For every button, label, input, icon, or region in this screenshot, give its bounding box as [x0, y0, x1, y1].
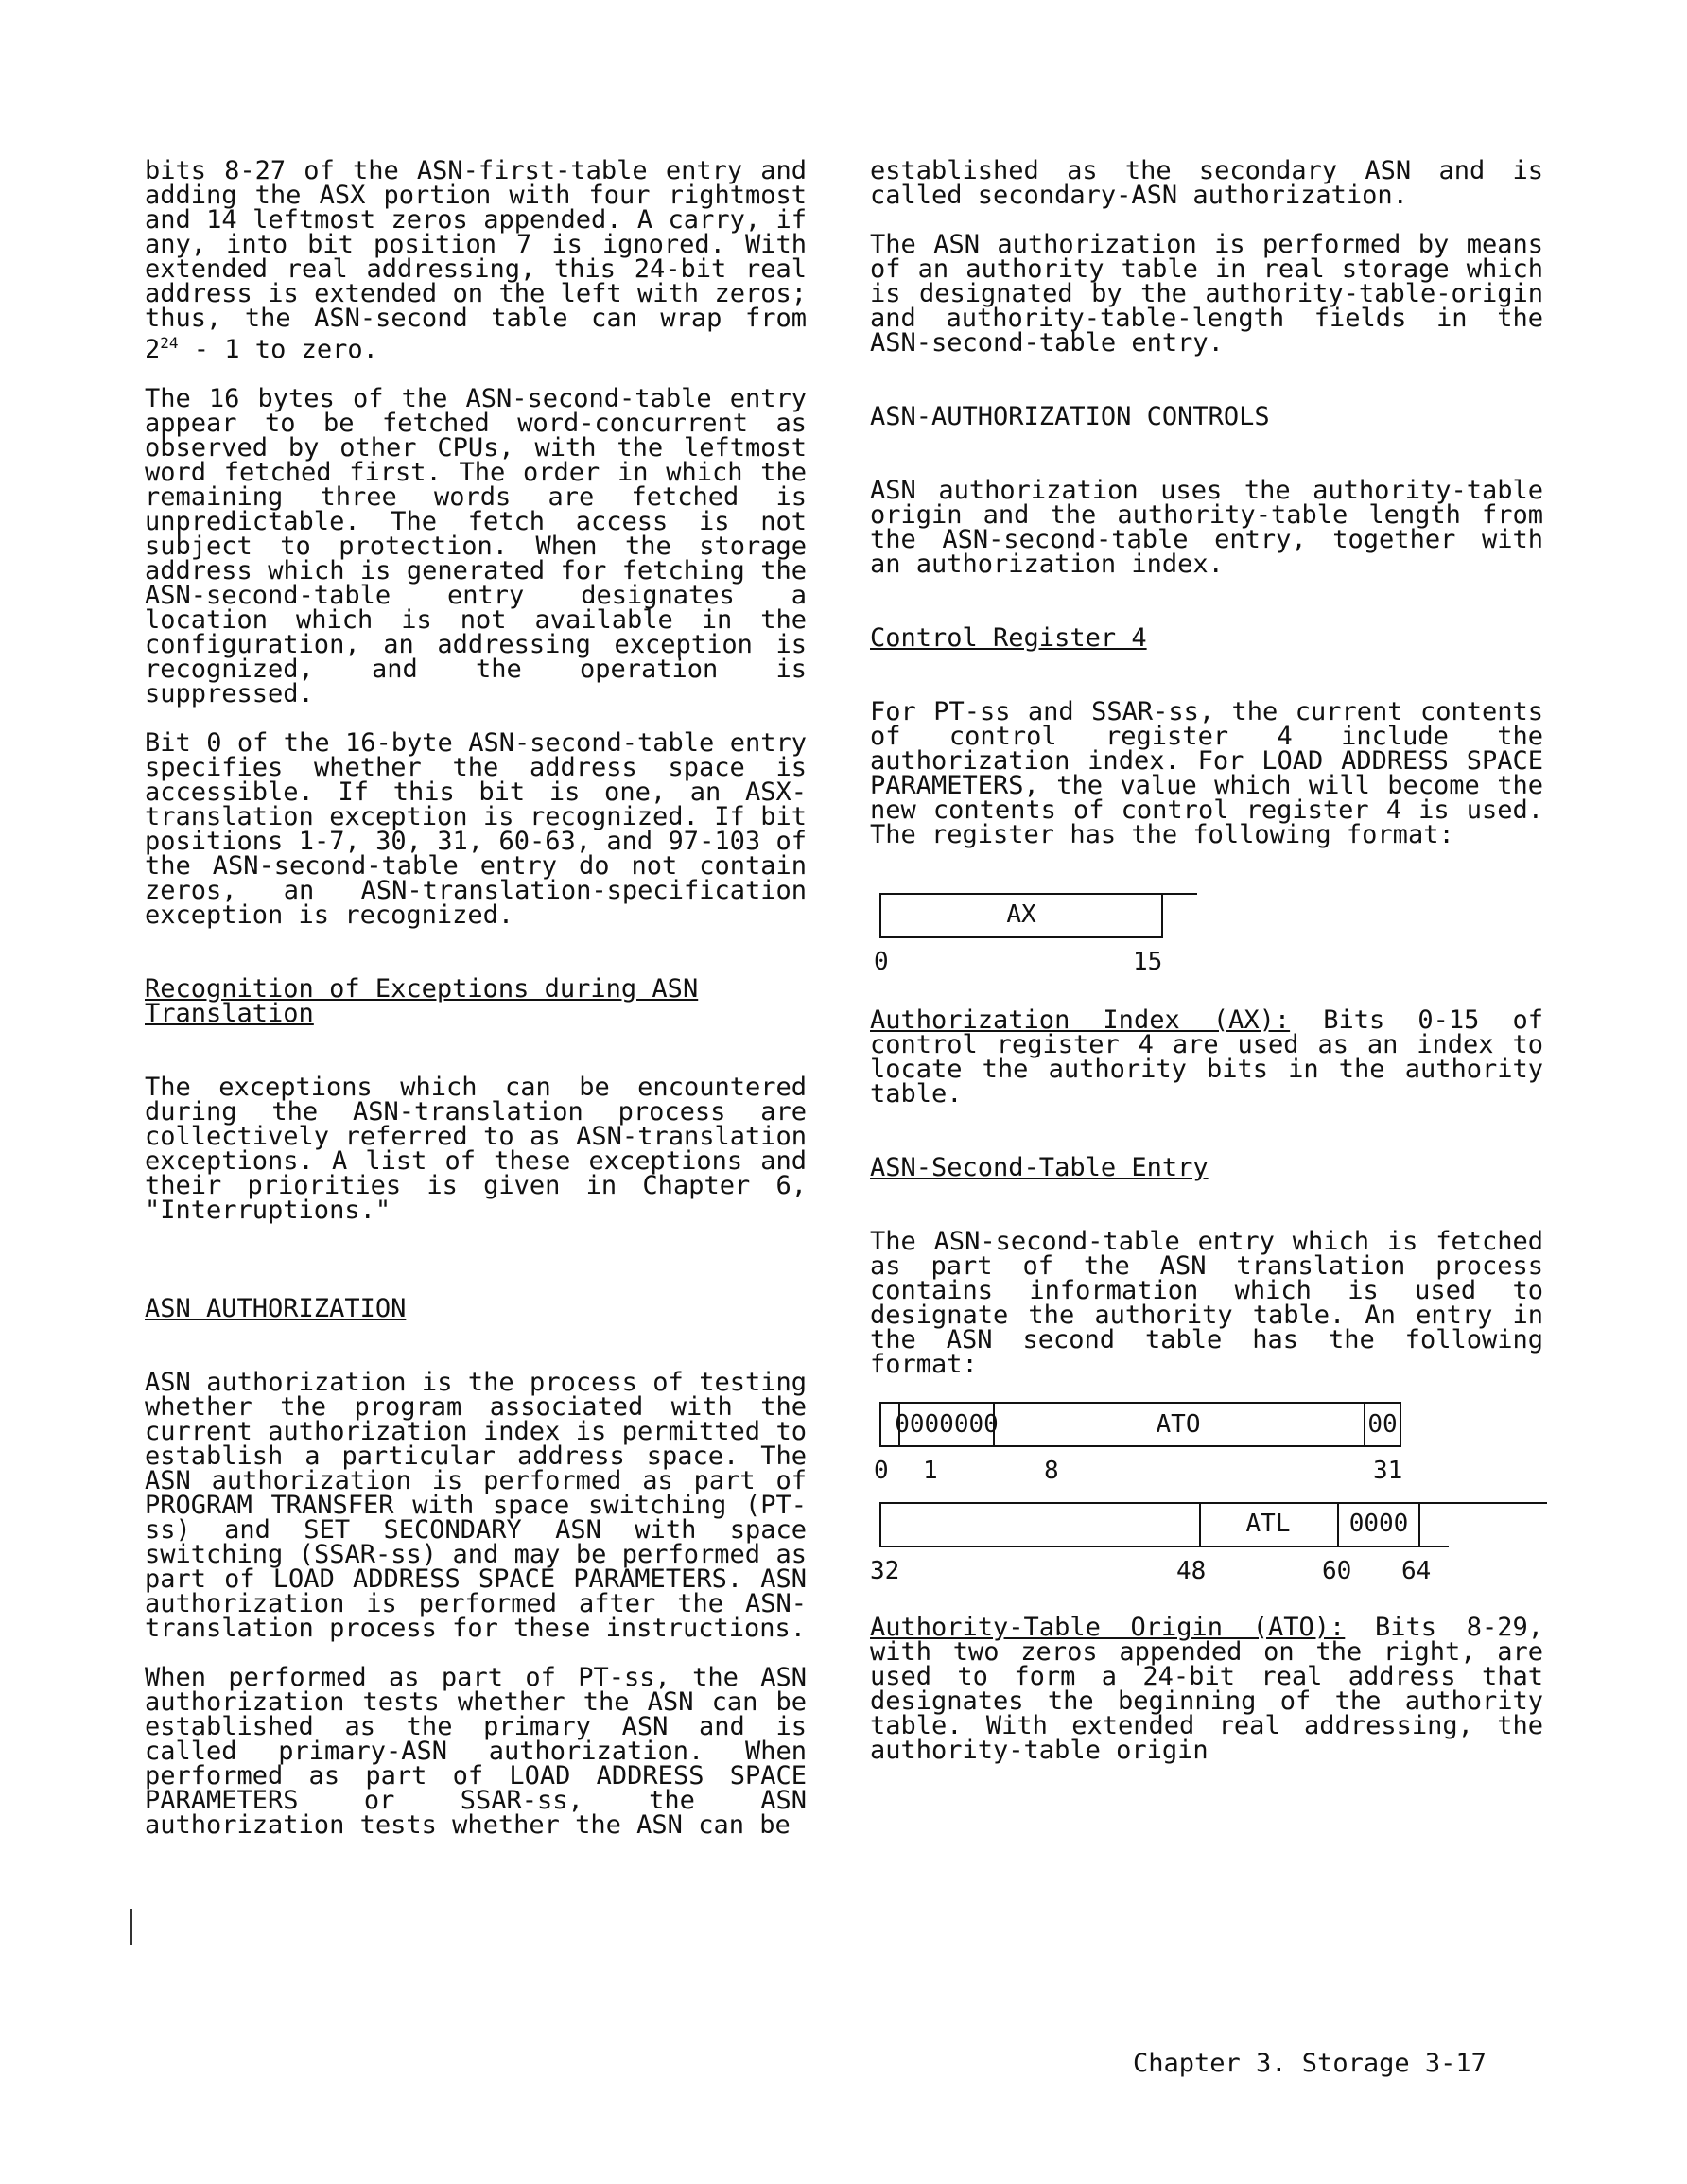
atl-field: ATL	[1199, 1502, 1339, 1547]
paragraph: ASN authorization uses the authority-table origin and the authority-table length from the ASN-second-table entry, together with an authorization index.	[870, 476, 1543, 579]
bit-label: 1	[923, 1457, 938, 1485]
paragraph: The ASN-second-table entry which is fetched as part of the ASN translation process contains information which is used to designate the authority table. An entry in the ASN second table has the following format:	[870, 1227, 1543, 1379]
paragraph: For PT-ss and SSAR-ss, the current contents of control register 4 include the authorization index. For LOAD ADDRESS SPACE PARAMETERS, the value which will become the new contents of control register 4 is used. The register has the following format:	[870, 697, 1543, 849]
bit-label: 64	[1401, 1557, 1432, 1585]
left-column	[145, 156, 807, 1862]
zeros-field: 0000	[1337, 1502, 1420, 1547]
bit-label: 0	[874, 1457, 889, 1485]
paragraph: established as the secondary ASN and is called secondary-ASN authorization.	[870, 156, 1543, 210]
aste-format-diagram-1	[870, 1402, 1543, 1491]
section-heading: ASN AUTHORIZATION	[145, 1294, 407, 1323]
ax-field: AX	[879, 893, 1163, 938]
section-heading: ASN-Second-Table Entry	[870, 1153, 1209, 1182]
revision-bar	[130, 1909, 138, 1945]
bit-label: 32	[870, 1557, 900, 1585]
bit-label: 15	[1133, 948, 1163, 976]
paragraph: The exceptions which can be encountered during the ASN-translation process are collectively referred to as ASN-translation exceptions. A list of these exceptions and their priorities is given in Chapter 6, "Interruptions."	[145, 1073, 807, 1225]
paragraph: When performed as part of PT-ss, the ASN authorization tests whether the ASN can be established as the primary ASN and is called primary-ASN authorization. When performed as part of LOAD ADDRESS SPACE PARAMETERS or SSAR-ss, the ASN authorization tests whether the ASN can be	[145, 1663, 807, 1840]
bit-label: 8	[1044, 1457, 1059, 1485]
bit-label: 31	[1373, 1457, 1403, 1485]
term: Authority-Table Origin (ATO):	[870, 1613, 1346, 1642]
diagram-rule	[1420, 1546, 1449, 1547]
zeros-tail-field: 00	[1364, 1402, 1401, 1447]
paragraph: Bit 0 of the 16-byte ASN-second-table entry specifies whether the address space is accessible. If this bit is one, an ASX-translation exception is recognized. If bit positions 1-7, 30, 31, 60-63, and 97-103 of the ASN-second-table entry do not contain zeros, an ASN-translation-specification exception is recognized.	[145, 728, 807, 930]
paragraph: bits 8-27 of the ASN-first-table entry and adding the ASX portion with four rightmost and 14 leftmost zeros appended. A carry, if any, into bit position 7 is ignored. With extended real addressing, this 24-bit real address is extended on the left with zeros; thus, the ASN-second table can wrap from $2^{24} - 1$ to zero.	[145, 156, 807, 364]
bit-label: 48	[1176, 1557, 1207, 1585]
paragraph: Authorization Index (AX): Bits 0-15 of control register 4 are used as an index to locate the authority bits in the authority table.	[870, 1005, 1543, 1109]
page-footer: Chapter 3. Storage 3-17	[1133, 2049, 1487, 2078]
zeros-field: 0000000	[898, 1402, 995, 1447]
aste-format-diagram-2	[870, 1502, 1543, 1591]
right-column	[870, 156, 1543, 1788]
term: Authorization Index (AX):	[870, 1005, 1291, 1035]
section-heading: Recognition of Exceptions during ASN Translation	[145, 974, 699, 1028]
paragraph: The ASN authorization is performed by means of an authority table in real storage which is designated by the authority-table-origin and authority-table-length fields in the ASN-second-table entry.	[870, 230, 1543, 358]
section-heading: Control Register 4	[870, 623, 1147, 653]
paragraph: The 16 bytes of the ASN-second-table entry appear to be fetched word-concurrent as observed by other CPUs, with the leftmost word fetched first. The order in which the remaining three words are fetched is unpredictable. The fetch access is not subject to protection. When the storage address which is generated for fetching the ASN-second-table entry designates a location which is not available in the configuration, an addressing exception is recognized, and the operation is suppressed.	[145, 384, 807, 708]
bit-label: 60	[1322, 1557, 1352, 1585]
ato-field: ATO	[993, 1402, 1365, 1447]
paragraph: Authority-Table Origin (ATO): Bits 8-29, with two zeros appended on the right, are used to form a 24-bit real address that designates the beginning of the authority table. With extended real addressing, the authority-table origin	[870, 1613, 1543, 1765]
cr4-format-diagram	[870, 872, 1543, 984]
bit-label: 0	[874, 948, 889, 976]
section-heading: ASN-AUTHORIZATION CONTROLS	[870, 402, 1270, 431]
paragraph: ASN authorization is the process of testing whether the program associated with the current authorization index is permitted to establish a particular address space. The ASN authorization is performed as part of PROGRAM TRANSFER with space switching (PT-ss) and SET SECONDARY ASN with space switching (SSAR-ss) and may be performed as part of LOAD ADDRESS SPACE PARAMETERS. ASN authorization is performed after the ASN-translation process for these instructions.	[145, 1368, 807, 1643]
reserved-field	[879, 1502, 1201, 1547]
